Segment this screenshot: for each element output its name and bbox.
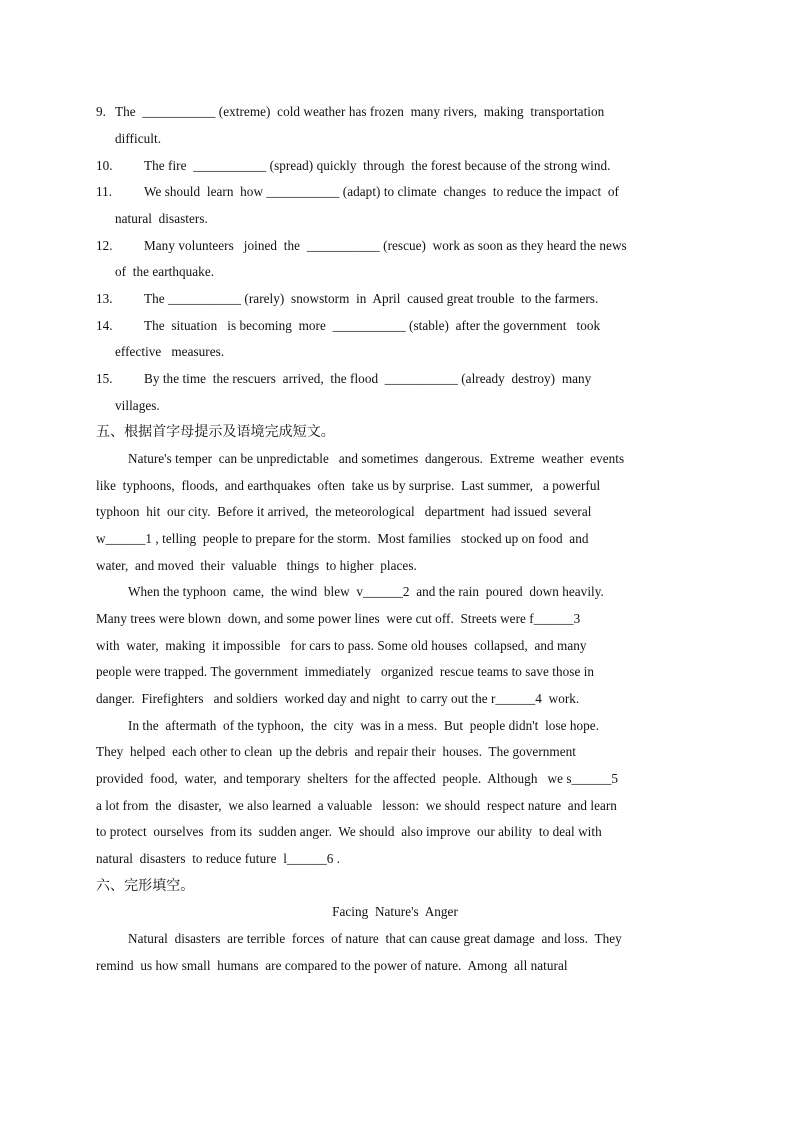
passage-line: water, and moved their valuable things to higher places.	[96, 558, 417, 573]
item-text: The ___________ (rarely) snowstorm in April caused great trouble to the farmers.	[144, 291, 599, 306]
passage-line: remind us how small humans are compared to the power of nature. Among all natural	[96, 958, 568, 973]
passage-line: like typhoons, floods, and earthquakes often take us by surprise. Last summer, a powerful	[96, 478, 601, 493]
passage-title: Facing Nature's Anger	[332, 904, 458, 919]
passage-line: provided food, water, and temporary shelters for the affected people. Although we s______5	[96, 771, 619, 786]
passage-line: They helped each other to clean up the debris and repair their houses. The government	[96, 744, 576, 759]
passage-line: Nature's temper can be unpredictable and sometimes dangerous. Extreme weather events	[128, 451, 625, 466]
passage-line: natural disasters to reduce future l______6 .	[96, 851, 341, 866]
item-text: The ___________ (extreme) cold weather has frozen many rivers, making transportation	[115, 104, 605, 119]
item-text: Many volunteers joined the ___________ (rescue) work as soon as they heard the news	[144, 238, 627, 253]
passage-line: typhoon hit our city. Before it arrived, the meteorological department had issued several	[96, 504, 592, 519]
item-number: 11.	[96, 184, 112, 199]
item-text: of the earthquake.	[115, 264, 215, 279]
passage-line: a lot from the disaster, we also learned a valuable lesson: we should respect nature and learn	[96, 798, 617, 813]
item-text: We should learn how ___________ (adapt) to climate changes to reduce the impact of	[144, 184, 619, 199]
item-text: The situation is becoming more ___________ (stable) after the government took	[144, 318, 601, 333]
passage-line: w______1 , telling people to prepare for the storm. Most families stocked up on food and	[96, 531, 589, 546]
item-number: 10.	[96, 158, 113, 173]
passage-line: with water, making it impossible for cars to pass. Some old houses collapsed, and many	[96, 638, 587, 653]
section-heading: 五、根据首字母提示及语境完成短文。	[96, 424, 335, 440]
item-number: 12.	[96, 238, 113, 253]
passage-line: In the aftermath of the typhoon, the city was in a mess. But people didn't lose hope.	[128, 718, 600, 733]
item-text: The fire ___________ (spread) quickly through the forest because of the strong wind.	[144, 158, 611, 173]
item-number: 9.	[96, 104, 106, 119]
passage-line: danger. Firefighters and soldiers worked day and night to carry out the r______4 work.	[96, 691, 580, 706]
item-text: villages.	[115, 398, 160, 413]
passage-line: people were trapped. The government immediately organized rescue teams to save those in	[96, 664, 595, 679]
item-text: By the time the rescuers arrived, the flood ___________ (already destroy) many	[144, 371, 592, 386]
item-number: 13.	[96, 291, 113, 306]
passage-line: When the typhoon came, the wind blew v______2 and the rain poured down heavily.	[128, 584, 604, 599]
item-number: 15.	[96, 371, 113, 386]
passage-line: Many trees were blown down, and some power lines were cut off. Streets were f______3	[96, 611, 581, 626]
item-number: 14.	[96, 318, 113, 333]
item-text: effective measures.	[115, 344, 225, 359]
item-text: difficult.	[115, 131, 162, 146]
section-heading: 六、完形填空。	[96, 878, 195, 894]
passage-line: Natural disasters are terrible forces of nature that can cause great damage and loss. They	[128, 931, 622, 946]
passage-line: to protect ourselves from its sudden anger. We should also improve our ability to deal with	[96, 824, 602, 839]
item-text: natural disasters.	[115, 211, 208, 226]
